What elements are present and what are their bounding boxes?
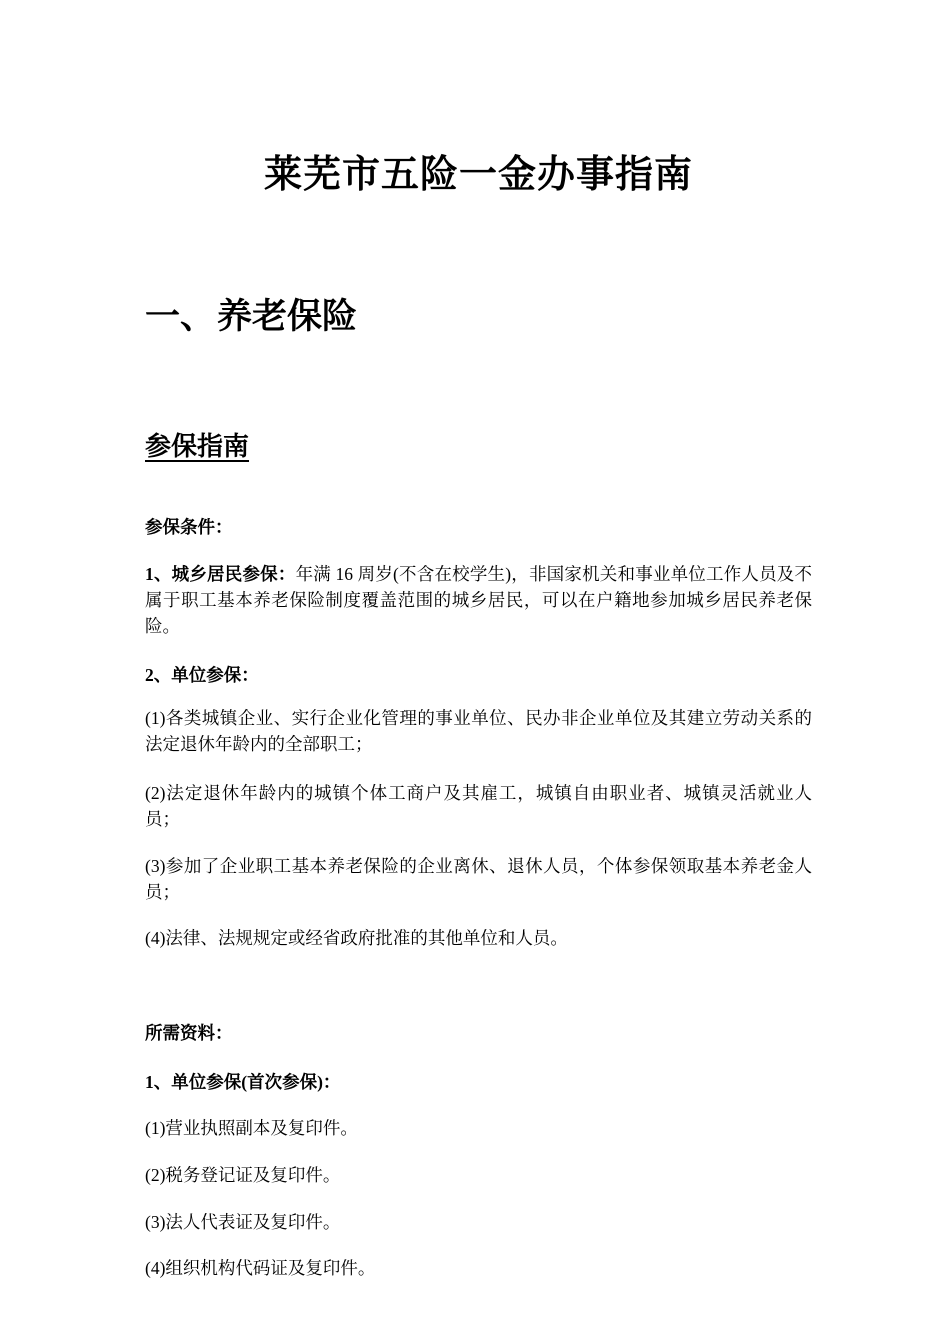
materials-item-1-label: 1、单位参保(首次参保)： bbox=[145, 1072, 341, 1092]
material-point-1: (1)营业执照副本及复印件。 bbox=[145, 1118, 358, 1138]
section-title: 养老保险 bbox=[217, 297, 358, 336]
section-number: 一、 bbox=[145, 297, 216, 336]
section-heading bbox=[145, 294, 812, 340]
document-title: 莱芜市五险一金办事指南 bbox=[263, 154, 693, 196]
subsection-heading bbox=[145, 430, 812, 464]
subsection-heading-text: 参保指南 bbox=[145, 432, 250, 461]
condition-point-3: (3)参加了企业职工基本养老保险的企业离休、退休人员，个体参保领取基本养老金人员； bbox=[145, 856, 812, 902]
material-point-4: (4)组织机构代码证及复印件。 bbox=[145, 1258, 376, 1278]
condition-point-1: (1)各类城镇企业、实行企业化管理的事业单位、民办非企业单位及其建立劳动关系的法定退休年龄内的全部职工； bbox=[145, 708, 812, 754]
material-point-3: (3)法人代表证及复印件。 bbox=[145, 1212, 341, 1232]
condition-item-1-text: 年满 16 周岁(不含在校学生)，非国家机关和事业单位工作人员及不属于职工基本养老保险制度覆盖范围的城乡居民，可以在户籍地参加城乡居民养老保险。 bbox=[145, 564, 812, 636]
conditions-heading: 参保条件： bbox=[145, 517, 233, 537]
condition-item-1 bbox=[145, 561, 812, 639]
materials-heading: 所需资料： bbox=[145, 1023, 233, 1043]
condition-point-4: (4)法律、法规规定或经省政府批准的其他单位和人员。 bbox=[145, 928, 568, 948]
material-point-2: (2)税务登记证及复印件。 bbox=[145, 1165, 341, 1185]
condition-item-2-label: 2、单位参保： bbox=[145, 665, 259, 685]
condition-point-2: (2)法定退休年龄内的城镇个体工商户及其雇工，城镇自由职业者、城镇灵活就业人员； bbox=[145, 783, 812, 829]
condition-item-1-label: 1、城乡居民参保： bbox=[145, 564, 296, 584]
